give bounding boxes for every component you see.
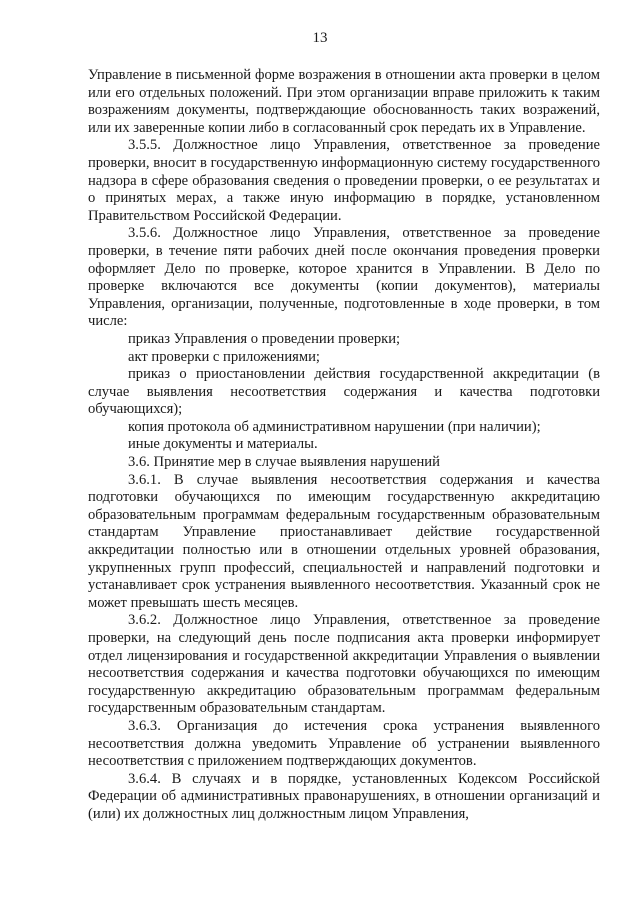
section-heading-3-6: 3.6. Принятие мер в случае выявления нарушений (128, 454, 440, 471)
list-item-other-documents: иные документы и материалы. (128, 436, 318, 453)
paragraph-continuation: Управление в письменной форме возражения в отношении акта проверки в целом или его отдельных положений. При этом организации вправе приложить к таким возражениям документы, подтверждающие обоснованность таких возражений, или их заверенные копии либо в согласованный срок передать их в Управление. (88, 67, 600, 136)
list-item-order: приказ Управления о проведении проверки; (128, 330, 401, 347)
list-item-act: акт проверки с приложениями; (128, 348, 320, 365)
paragraph-3-6-4: 3.6.4. В случаях и в порядке, установленных Кодексом Российской Федерации об административных правонарушениях, в отношении организаций и (или) их должностных лиц должностным лицом Управления, (88, 770, 600, 822)
paragraph-3-6-1: 3.6.1. В случае выявления несоответствия содержания и качества подготовки обучающихся по имеющим государственную аккредитацию образовательным программам федеральным государственным образовательным стандартам Управление приостанавливает действие государственной аккредитации полностью или в отношении отдельных уровней образования, укрупненных групп профессий, специальностей и направлений подготовки и устанавливает срок устранения выявленного несоответствия. Указанный срок не может превышать шесть месяцев. (88, 471, 600, 611)
paragraph-3-5-6: 3.5.6. Должностное лицо Управления, ответственное за проведение проверки, в течение пяти рабочих дней после окончания проведения проверки оформляет Дело по проверке, которое хранится в Управлении. В Дело по проверке включаются все документы (копии документов), материалы Управления, организации, полученные, подготовленные в ходе проверки, в том числе: (88, 225, 600, 330)
page-number: 13 (312, 30, 328, 46)
list-item-suspension-order: приказ о приостановлении действия государственной аккредитации (в случае выявления несоответствия содержания и качества подготовки обучающихся); (88, 366, 600, 418)
list-item-protocol-copy: копия протокола об административном нарушении (при наличии); (128, 418, 541, 435)
paragraph-3-5-5: 3.5.5. Должностное лицо Управления, ответственное за проведение проверки, вносит в государственную информационную систему государственного надзора в сфере образования сведения о проведении проверки, о ее результатах и о принятых мерах, а также иную информацию в порядке, установленном Правительством Российской Федерации. (88, 137, 600, 224)
document-body (88, 67, 600, 824)
paragraph-3-6-3: 3.6.3. Организация до истечения срока устранения выявленного несоответствия должна уведомить Управление об устранении выявленного несоответствия с приложением подтверждающих документов. (88, 717, 600, 770)
paragraph-3-6-2: 3.6.2. Должностное лицо Управления, ответственное за проведение проверки, на следующий день после подписания акта проверки информирует отдел лицензирования и государственной аккредитации Управления о выявлении несоответствия содержания и качества подготовки обучающихся по имеющим государственную аккредитацию образовательным программам федеральным государственным образовательным стандартам. (88, 612, 600, 717)
